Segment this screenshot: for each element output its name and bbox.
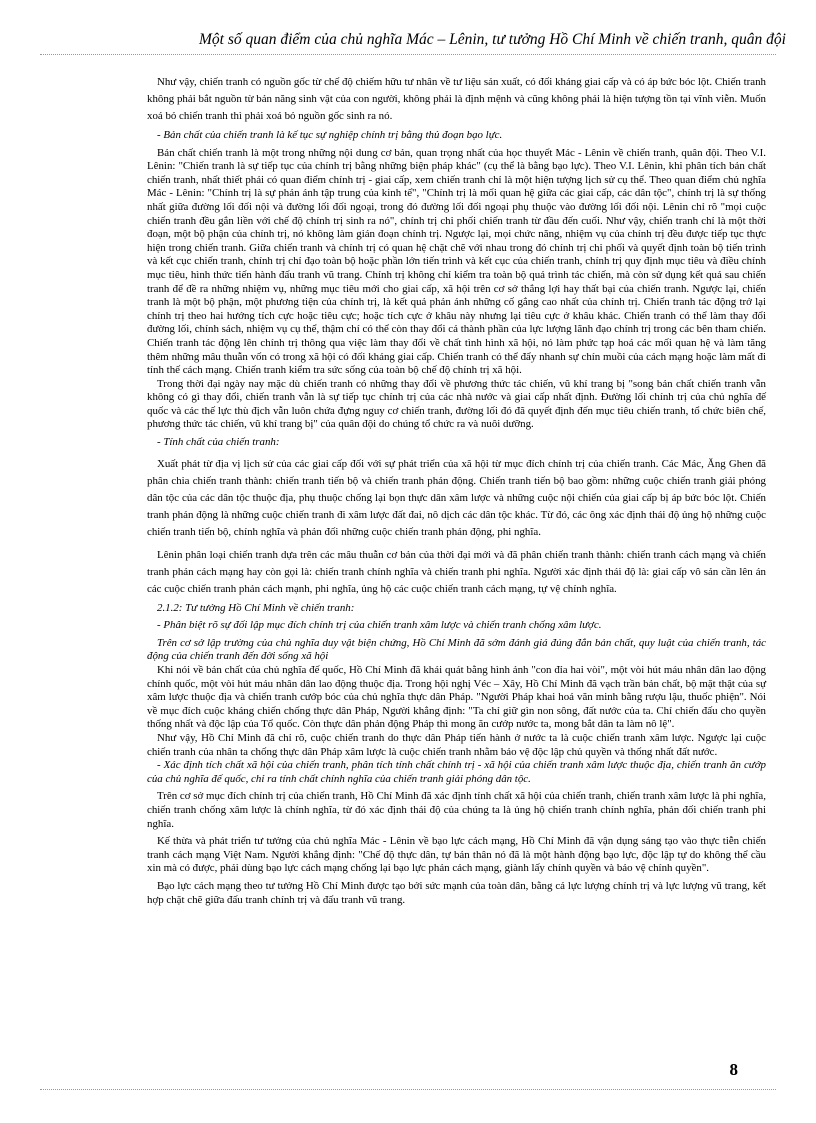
paragraph-just-war: Trên cơ sở mục đích chính trị của chiến tranh, Hồ Chí Minh đã xác định tính chất xã hội của chiến tranh, chiến tranh xâm lược là phi nghĩa, chiến tranh chống xâm lược là chính nghĩa, từ đó xác định thái độ của chúng ta là ủng hộ chiến tranh chính nghĩa, phản đối chiến tranh phi nghĩa.: [147, 790, 766, 830]
paragraph-dialectical-basis: Trên cơ sở lập trường của chủ nghĩa duy vật biện chứng, Hồ Chí Minh đã sớm đánh giá đúng đắn bản chất, quy luật của chiến tranh, tác động của chiến tranh đến đời sống xã hội: [147, 636, 766, 663]
paragraph-people-strength: Bạo lực cách mạng theo tư tưởng Hồ Chí Minh được tạo bởi sức mạnh của toàn dân, bằng cả lực lượng chính trị và lực lượng vũ trang, kết hợp chặt chẽ giữa đấu tranh chính trị và đấu tranh vũ trang.: [147, 879, 766, 906]
header-rule: [40, 54, 776, 55]
heading-nature-of-war: - Bản chất của chiến tranh là kế tục sự nghiệp chính trị bằng thủ đoạn bạo lực.: [157, 129, 503, 141]
paragraph-two-headed-leech: Khi nói về bản chất của chủ nghĩa đế quốc, Hồ Chí Minh đã khái quát bằng hình ảnh "con đỉa hai vòi", một vòi hút máu nhân dân lao động chính quốc, một vòi hút máu nhân dân lao động thuộc địa. Trong hội nghị Véc – Xây, Hồ Chí Minh đã vạch trần bản chất, bộ mặt thật của sự xâm lược thuộc địa và chiến tranh cướp bóc của chủ nghĩa thực dân Pháp. "Người Pháp khai hoá văn minh bằng rượu lậu, thuốc phiện". Nói về mục đích cuộc kháng chiến chống thực dân Pháp, Người khẳng định: "Ta chỉ giữ gìn non sông, đất nước của ta. Chỉ chiến đấu cho quyền thống nhất và độc lập của Tổ quốc. Còn thực dân phản động Pháp thì mong ăn cướp nước ta, mong bắt dân ta làm nô lệ".: [147, 664, 766, 731]
paragraph-modern-era: Trong thời đại ngày nay mặc dù chiến tranh có những thay đổi về phương thức tác chiến, vũ khí trang bị "song bản chất chiến tranh vẫn không có gì thay đổi, chiến tranh vẫn là sự tiếp tục chính trị của các nhà nước và giai cấp nhất định. Đường lối chính trị của chủ nghĩa đế quốc và các thế lực thù địch vẫn luôn chứa đựng nguy cơ chiến tranh, đường lối đó đã quyết định đến mục tiêu chiến tranh, tổ chức biên chế, phương thức tác chiến, vũ khí trang bị" của quân đội do chúng tổ chức ra và nuôi dưỡng.: [147, 377, 766, 431]
page-number: 8: [729, 1060, 738, 1079]
heading-character-of-war: - Tính chất của chiến tranh:: [157, 436, 280, 449]
paragraph-marx-engels: Xuất phát từ địa vị lịch sử của các giai cấp đối với sự phát triển của xã hội từ mục đích chính trị của chiến tranh. Các Mác, Ăng Ghen đã phân chia chiến tranh thành: chiến tranh tiến bộ và chiến tranh phản động. Chiến tranh tiến bộ bao gồm: những cuộc chiến tranh giải phóng dân tộc của các dân tộc thuộc địa, phụ thuộc chống lại bọn thực dân xâm lược và những cuộc nội chiến của giai cấp bị áp bức bóc lột. Chiến tranh phản động là những cuộc chiến tranh đi xâm lược đất đai, nô dịch các dân tộc khác. Từ đó, các ông xác định thái độ ủng hộ những cuộc chiến tranh tiến bộ, chính nghĩa và phản đối những cuộc chiến tranh phản động, phi nghĩa.: [147, 457, 766, 538]
heading-distinguish-purpose: - Phân biệt rõ sự đối lập mục đích chính trị của chiến tranh xâm lược và chiến tranh chống xâm lược.: [157, 619, 602, 632]
section-heading-2-1-2: 2.1.2: Tư tưởng Hồ Chí Minh về chiến tranh:: [157, 601, 355, 614]
paragraph-war-nature: Bản chất chiến tranh là một trong những nội dung cơ bản, quan trọng nhất của học thuyết Mác - Lênin về chiến tranh, quân đội. Theo V.I. Lênin: "Chiến tranh là sự tiếp tục của chính trị bằng những biện pháp khác" (cụ thể là bằng bạo lực). Theo V.I. Lênin, khi phân tích bản chất chiến tranh, nhất thiết phải có quan điểm chính trị - giai cấp, xem chiến tranh chỉ là một hiện tượng lịch sử cụ thể. Theo quan điểm chủ nghĩa Mác - Lênin: "Chính trị là sự phản ánh tập trung của kinh tế", "Chính trị là mối quan hệ giữa các giai cấp, các dân tộc", chính trị là sự thống nhất giữa đường lối đối nội và đường lối đối ngoại, trong đó đường lối đối ngoại phụ thuộc vào đường lối đối nội. Lênin chỉ rõ "mọi cuộc chiến tranh đều gắn liền với chế độ chính trị sinh ra nó", chính trị chi phối chiến tranh từ đầu đến cuối. Như vậy, chiến tranh chỉ là một thời đoạn, một bộ phận của chính trị, nó không làm gián đoạn chính trị. Ngược lại, mọi chức năng, nhiệm vụ của chính trị đều được tiếp tục thực hiện trong chiến tranh. Giữa chiến tranh và chính trị có quan hệ chặt chẽ với nhau trong đó chính trị chi phối và quyết định toàn bộ tiến trình và kết cục chiến tranh, chính trị chỉ đạo toàn bộ hoặc phần lớn tiến trình và kết cục của chiến tranh, chính trị quy định mục tiêu và điều chỉnh mục tiêu, hình thức tiến hành đấu tranh vũ trang. Chính trị không chỉ kiểm tra toàn bộ quá trình tác chiến, mà còn sử dụng kết quả sau chiến tranh để đề ra những nhiệm vụ, những mục tiêu mới cho giai cấp, xã hội trên cơ sở thắng lợi hay thất bại của chiến tranh. Ngược lại, chiến tranh là một bộ phận, một phương tiện của chính trị, là kết quả phản ánh những cố gắng cao nhất của chính trị. Chiến tranh tác động trở lại chính trị theo hai hướng tích cực hoặc tiêu cực; hoặc tích cực ở khâu này nhưng lại tiêu cực ở khâu khác. Chiến tranh có thể làm thay đổi đường lối, chính sách, nhiệm vụ cụ thể, thậm chí có thể còn thay đổi cả thành phần của lực lượng lãnh đạo chính trị trong các bên tham chiến. Chiến tranh tác động lên chính trị thông qua việc làm thay đổi về chất tình hình xã hội, nó làm phức tạp hoá các mối quan hệ và làm tăng thêm những mâu thuẫn vốn có trong xã hội có đối kháng giai cấp. Chiến tranh có thể đẩy nhanh sự chín muồi của cách mạng hoặc làm mất đi tính thế cách mạng. Chiến tranh kiểm tra sức sống của toàn bộ chế độ chính trị xã hội.: [147, 146, 766, 377]
page-header-title: Một số quan điểm của chủ nghĩa Mác – Lênin, tư tưởng Hồ Chí Minh về chiến tranh, quân đội: [199, 31, 786, 48]
heading-social-character: - Xác định tích chất xã hội của chiến tranh, phân tích tính chất chính trị - xã hội của chiến tranh xâm lược thuộc địa, chiến tranh ăn cướp của chủ nghĩa đế quốc, chỉ ra tính chất chính nghĩa của chiến tranh giải phóng dân tộc.: [147, 759, 766, 785]
document-body: [147, 74, 766, 907]
paragraph-war-origin: Như vậy, chiến tranh có nguồn gốc từ chế độ chiếm hữu tư nhân về tư liệu sản xuất, có đối kháng giai cấp và có áp bức bóc lột. Chiến tranh không phải bắt nguồn từ bản năng sinh vật của con người, không phải là định mệnh và cũng không phải là hiện tượng tồn tại vĩnh viễn. Muốn xoá bỏ chiến tranh thì phải xoá bỏ nguồn gốc sinh ra nó.: [147, 76, 766, 122]
paragraph-revolutionary-violence: Kế thừa và phát triển tư tưởng của chủ nghĩa Mác - Lênin về bạo lực cách mạng, Hồ Chí Minh đã vận dụng sáng tạo vào thực tiễn chiến tranh cách mạng Việt Nam. Người khẳng định: "Chế độ thực dân, tự bản thân nó đã là một hành động bạo lực, độc lập tự do không thể cầu xin mà có được, phải dùng bạo lực cách mạng chống lại bạo lực phản cách mạng, giành lấy chính quyền và bảo vệ chính quyền".: [147, 835, 766, 875]
paragraph-french-war: Như vậy, Hồ Chí Minh đã chỉ rõ, cuộc chiến tranh do thực dân Pháp tiến hành ở nước ta là cuộc chiến tranh xâm lược. Ngược lại cuộc chiến tranh của nhân ta chống thực dân Pháp xâm lược là cuộc chiến tranh nhằm bảo vệ độc lập chủ quyền và thống nhất đất nước.: [147, 732, 766, 758]
paragraph-lenin-classification: Lênin phân loại chiến tranh dựa trên các mâu thuẫn cơ bản của thời đại mới và đã phân chiến tranh thành: chiến tranh cách mạng và chiến tranh phản cách mạng hay còn gọi là: chiến tranh chính nghĩa và chiến tranh phi nghĩa. Người xác định thái độ là: giai cấp vô sản cần lên án các cuộc chiến tranh phản cách mạnh, phi nghĩa, ủng hộ các cuộc chiến tranh cách mạng, tự vệ chính nghĩa.: [147, 548, 766, 595]
footer-rule: [40, 1089, 776, 1090]
